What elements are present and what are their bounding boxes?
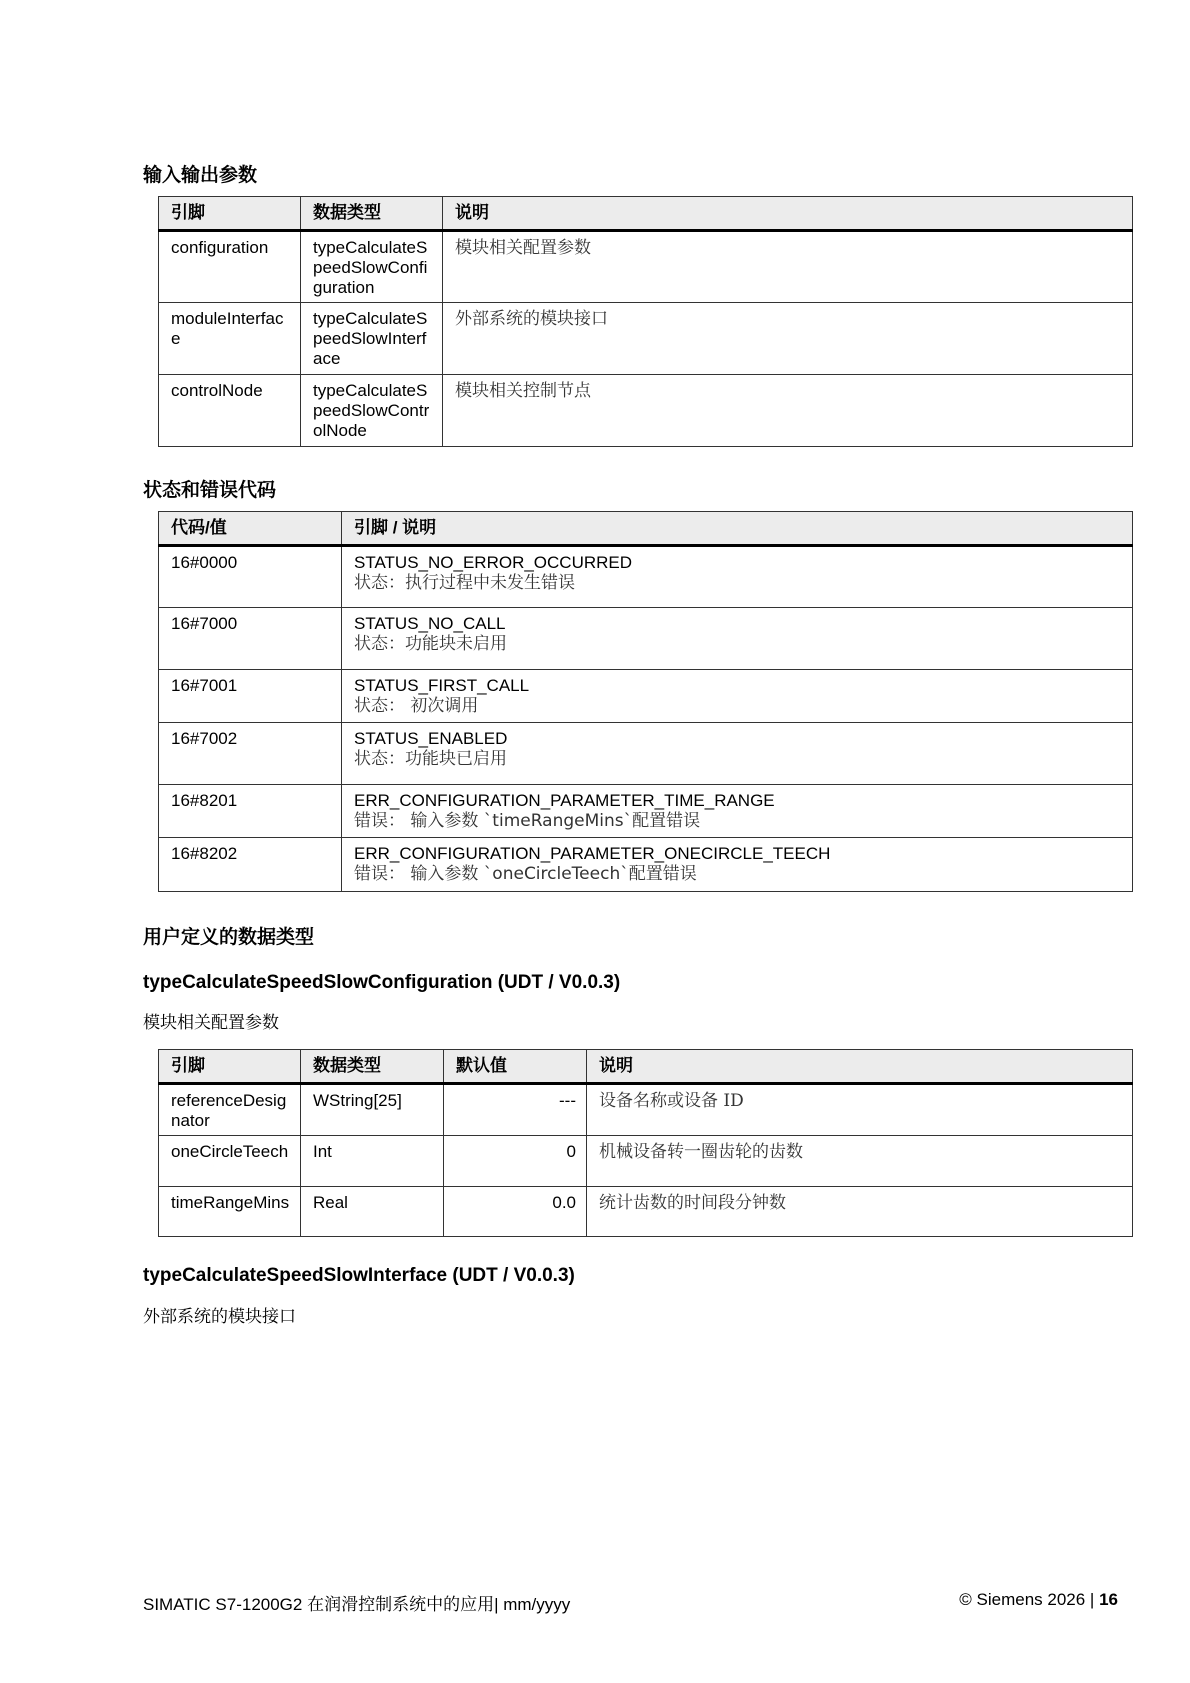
status-cell [342, 546, 1133, 608]
page-number: 16 [1099, 1590, 1118, 1609]
status-codes-table [158, 511, 1133, 892]
type-cell: WString[25] [301, 1084, 444, 1136]
footer-copyright [959, 1590, 1118, 1610]
section-title-io: 输入输出参数 [143, 165, 258, 186]
pin-cell: timeRangeMins [159, 1187, 301, 1237]
type-cell: typeCalculateSpeedSlowConfiguration [301, 231, 443, 303]
status-description: 状态：功能块已启用 [354, 749, 507, 769]
udt-interface-title: typeCalculateSpeedSlowInterface (UDT / V0.0.3) [143, 1265, 575, 1286]
column-header: 说明 [587, 1050, 1133, 1084]
section-title-udt: 用户定义的数据类型 [143, 927, 315, 948]
udt-interface-description: 外部系统的模块接口 [143, 1307, 296, 1327]
status-cell [342, 838, 1133, 892]
code-cell: 16#0000 [159, 546, 342, 608]
io-parameters-table [158, 196, 1133, 447]
status-cell [342, 723, 1133, 785]
pin-cell: configuration [159, 231, 301, 303]
status-cell [342, 608, 1133, 670]
type-cell: Real [301, 1187, 444, 1237]
type-cell: typeCalculateSpeedSlowInterface [301, 303, 443, 375]
status-name: STATUS_NO_CALL [354, 614, 506, 633]
pin-cell: referenceDesignator [159, 1084, 301, 1136]
status-description: 状态：功能块未启用 [354, 634, 507, 654]
column-header: 代码/值 [159, 512, 342, 546]
code-cell: 16#8202 [159, 838, 342, 892]
pin-cell: controlNode [159, 375, 301, 447]
type-cell: typeCalculateSpeedSlowControlNode [301, 375, 443, 447]
pin-cell: moduleInterface [159, 303, 301, 375]
table-row [159, 546, 1133, 608]
column-header: 说明 [443, 197, 1133, 231]
description-cell: 模块相关配置参数 [443, 231, 1133, 303]
table-header-row [159, 197, 1133, 231]
status-description: 错误： 输入参数 `oneCircleTeech`配置错误 [354, 864, 697, 884]
column-header: 默认值 [444, 1050, 587, 1084]
status-name: ERR_CONFIGURATION_PARAMETER_TIME_RANGE [354, 791, 775, 810]
code-cell: 16#7000 [159, 608, 342, 670]
column-header: 数据类型 [301, 197, 443, 231]
table-row [159, 1187, 1133, 1237]
status-name: STATUS_FIRST_CALL [354, 676, 530, 695]
status-cell [342, 785, 1133, 838]
udt-config-description: 模块相关配置参数 [143, 1013, 279, 1033]
table-row [159, 1084, 1133, 1136]
code-cell: 16#7002 [159, 723, 342, 785]
status-name: STATUS_NO_ERROR_OCCURRED [354, 553, 633, 572]
description-cell: 外部系统的模块接口 [443, 303, 1133, 375]
footer-document-title: SIMATIC S7-1200G2 在润滑控制系统中的应用| mm/yyyy [143, 1595, 571, 1614]
description-cell: 模块相关控制节点 [443, 375, 1133, 447]
copyright-text: © Siemens 2026 | [959, 1590, 1095, 1609]
section-title-status: 状态和错误代码 [143, 480, 277, 501]
table-row [159, 231, 1133, 303]
code-cell: 16#8201 [159, 785, 342, 838]
table-row [159, 303, 1133, 375]
udt-config-title: typeCalculateSpeedSlowConfiguration (UDT / V0.0.3) [143, 972, 621, 993]
default-cell: 0 [444, 1136, 587, 1187]
status-description: 状态： 初次调用 [354, 696, 479, 716]
column-header: 引脚 [159, 197, 301, 231]
default-cell: 0.0 [444, 1187, 587, 1237]
status-description: 状态：执行过程中未发生错误 [354, 573, 575, 593]
udt-config-table [158, 1049, 1133, 1237]
description-cell: 统计齿数的时间段分钟数 [587, 1187, 1133, 1237]
status-name: STATUS_ENABLED [354, 729, 508, 748]
table-header-row [159, 1050, 1133, 1084]
description-cell: 机械设备转一圈齿轮的齿数 [587, 1136, 1133, 1187]
code-cell: 16#7001 [159, 670, 342, 723]
status-name: ERR_CONFIGURATION_PARAMETER_ONECIRCLE_TEECH [354, 844, 831, 863]
type-cell: Int [301, 1136, 444, 1187]
table-row [159, 838, 1133, 892]
status-description: 错误： 输入参数 `timeRangeMins`配置错误 [354, 811, 701, 831]
table-header-row [159, 512, 1133, 546]
table-row [159, 723, 1133, 785]
column-header: 引脚 [159, 1050, 301, 1084]
status-cell [342, 670, 1133, 723]
table-row [159, 670, 1133, 723]
table-row [159, 785, 1133, 838]
column-header: 引脚 / 说明 [342, 512, 1133, 546]
default-cell: --- [444, 1084, 587, 1136]
column-header: 数据类型 [301, 1050, 444, 1084]
table-row [159, 608, 1133, 670]
pin-cell: oneCircleTeech [159, 1136, 301, 1187]
description-cell: 设备名称或设备 ID [587, 1084, 1133, 1136]
table-row [159, 1136, 1133, 1187]
table-row [159, 375, 1133, 447]
